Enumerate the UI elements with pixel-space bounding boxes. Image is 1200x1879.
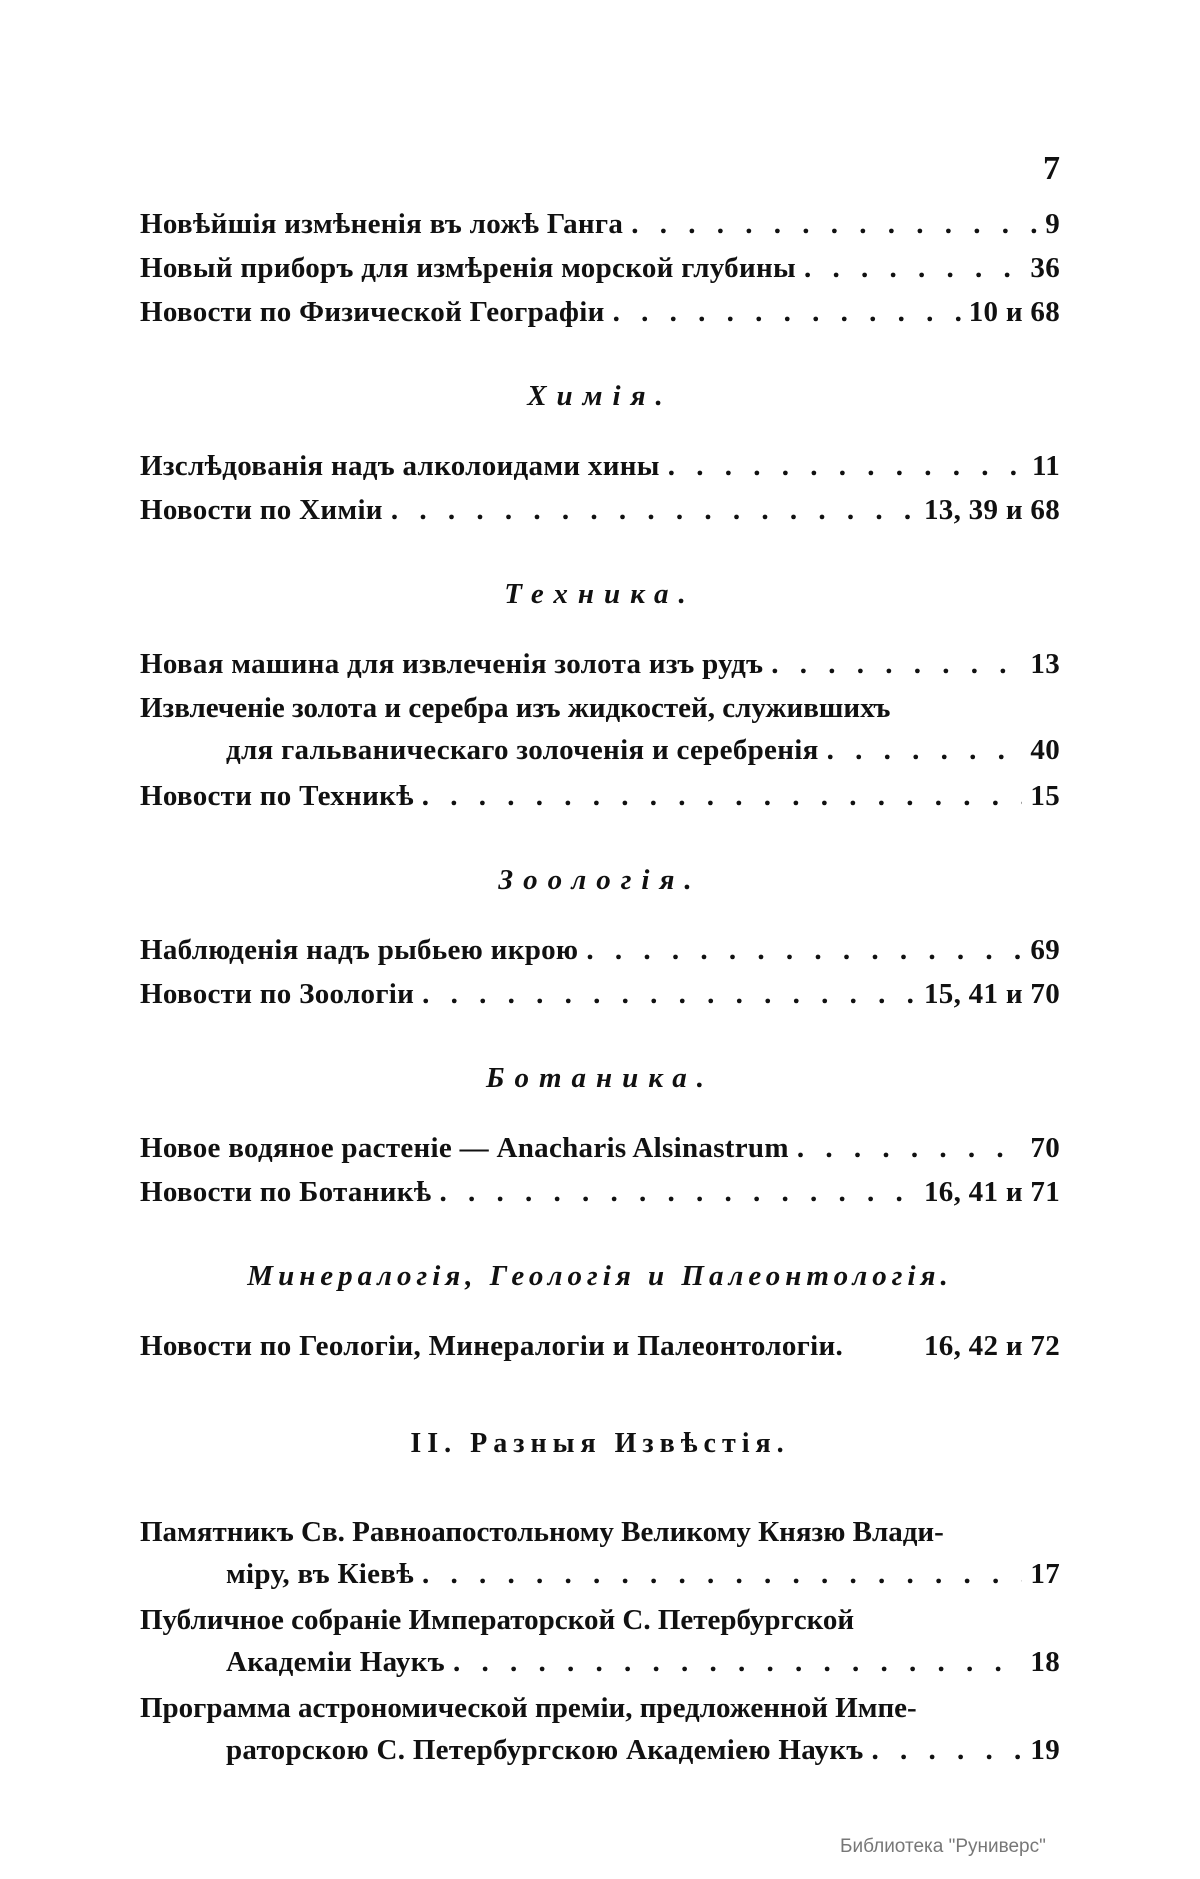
entry-pages: 36 <box>1030 252 1060 284</box>
entry-title: Новости по Физической Географіи <box>140 296 605 328</box>
dot-leader <box>668 450 1024 483</box>
entry-continuation <box>140 1646 1060 1690</box>
part-heading: II. Разныя Извѣстія. <box>410 1428 790 1459</box>
dot-leader <box>771 648 1022 681</box>
entry-pages: 15, 41 и 70 <box>923 978 1060 1010</box>
dot-leader <box>586 934 1022 967</box>
entry-pages: 69 <box>1030 934 1060 966</box>
entry-title: Новости по Химіи <box>140 494 383 526</box>
entry-pages: 17 <box>1030 1558 1060 1590</box>
toc-entry <box>140 780 1060 824</box>
section-botany <box>140 1062 1060 1220</box>
toc-entry <box>140 208 1060 252</box>
toc-entry <box>140 1516 1060 1602</box>
entry-title: Наблюденія надъ рыбьею икрою <box>140 934 579 966</box>
entry-pages: 40 <box>1030 734 1060 766</box>
dot-leader <box>797 1132 1023 1165</box>
section-heading: Ботаника. <box>486 1062 714 1094</box>
entry-continuation <box>140 1558 1060 1602</box>
toc-entry <box>140 296 1060 340</box>
dot-leader <box>422 978 916 1011</box>
entry-title: Изслѣдованія надъ алколоидами хины <box>140 450 660 482</box>
dot-leader <box>613 296 961 329</box>
library-watermark: Библиотека "Руниверс" <box>840 1836 1046 1857</box>
toc-entry <box>140 978 1060 1022</box>
dot-leader <box>422 1558 1022 1591</box>
entry-title: міру, въ Кіевѣ <box>226 1558 414 1590</box>
toc-entry <box>140 252 1060 296</box>
toc-entry <box>140 494 1060 538</box>
part-two <box>140 1428 1060 1778</box>
toc-entry <box>140 450 1060 494</box>
entry-pages: 19 <box>1030 1734 1060 1766</box>
toc-entry <box>140 648 1060 692</box>
entry-title: раторскою С. Петербургскою Академіею Наукъ <box>226 1734 864 1766</box>
section-heading: Химія. <box>527 380 673 412</box>
dot-leader <box>453 1646 1022 1679</box>
toc-entry <box>140 1176 1060 1220</box>
entry-pages: 13, 39 и 68 <box>923 494 1060 526</box>
toc-entry <box>140 1604 1060 1690</box>
entry-pages: 18 <box>1030 1646 1060 1678</box>
entry-title: Новости по Техникѣ <box>140 780 414 812</box>
toc-entry <box>140 692 1060 778</box>
entry-title: Новости по Геологіи, Минералогіи и Палеонтологіи. <box>140 1330 844 1362</box>
entry-pages: 11 <box>1032 450 1060 482</box>
entry-title: Новая машина для извлеченія золота изъ рудъ <box>140 648 764 680</box>
entry-title: Новости по Зоологіи <box>140 978 415 1010</box>
toc-entry <box>140 1330 1060 1374</box>
entry-title-line: Публичное собраніе Императорской С. Петербургской <box>140 1604 855 1636</box>
section-technology <box>140 578 1060 824</box>
entry-title: Новый приборъ для измѣренія морской глубины <box>140 252 796 284</box>
entry-title: для гальваническаго золоченія и серебренія <box>226 734 819 766</box>
section-zoology <box>140 864 1060 1022</box>
dot-leader <box>422 780 1023 813</box>
entry-pages: 70 <box>1030 1132 1060 1164</box>
dot-leader <box>804 252 1022 285</box>
table-of-contents <box>140 208 1060 1780</box>
section-mineralogy <box>140 1260 1060 1374</box>
section-chemistry <box>140 380 1060 538</box>
section-heading: Зоологія. <box>498 864 702 896</box>
dot-leader <box>439 1176 916 1209</box>
page-number: 7 <box>1043 150 1060 187</box>
entry-title: Новое водяное растеніе — Anacharis Alsinastrum <box>140 1132 789 1164</box>
entry-continuation <box>140 734 1060 778</box>
entry-title-line: Извлеченіе золота и серебра изъ жидкостей, служившихъ <box>140 692 891 724</box>
toc-entry <box>140 1692 1060 1778</box>
entry-pages: 16, 41 и 71 <box>923 1176 1060 1208</box>
entry-pages: 10 и 68 <box>968 296 1060 328</box>
section-heading: Минералогія, Геологія и Палеонтологія. <box>247 1260 953 1292</box>
top-entries <box>140 208 1060 340</box>
toc-entry <box>140 934 1060 978</box>
entry-title-line: Памятникъ Св. Равноапостольному Великому Князю Влади- <box>140 1516 944 1548</box>
dot-leader <box>391 494 916 527</box>
section-heading: Техника. <box>504 578 696 610</box>
dot-leader <box>872 1734 1023 1767</box>
entry-title: Академіи Наукъ <box>226 1646 445 1678</box>
dot-leader <box>827 734 1023 767</box>
entry-title: Новости по Ботаникѣ <box>140 1176 432 1208</box>
entry-pages: 9 <box>1045 208 1060 240</box>
toc-entry <box>140 1132 1060 1176</box>
entry-title-line: Программа астрономической преміи, предложенной Импе- <box>140 1692 917 1724</box>
entry-pages: 13 <box>1030 648 1060 680</box>
dot-leader <box>631 208 1037 241</box>
entry-continuation <box>140 1734 1060 1778</box>
entry-pages: 15 <box>1030 780 1060 812</box>
entry-title: Новѣйшія измѣненія въ ложѣ Ганга <box>140 208 624 240</box>
entry-pages: 16, 42 и 72 <box>923 1330 1060 1362</box>
